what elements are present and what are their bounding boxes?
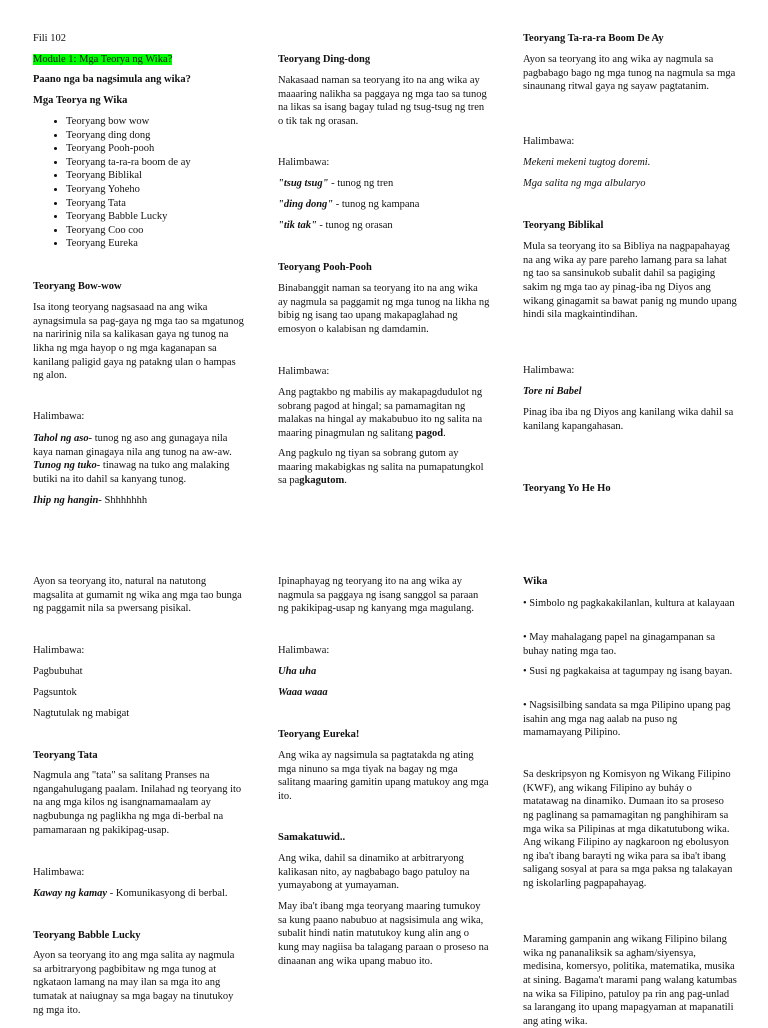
pooh-title: Teoryang Pooh-Pooh bbox=[278, 262, 372, 273]
coo-text: Ipinaphayag ng teoryang ito na ang wika ay nagmula sa paggaya ng isang sanggol sa paraan ng pakikipag-usap ng kanyang mga magulang. bbox=[278, 576, 479, 615]
theory-list-item: • Teoryang Eureka bbox=[66, 237, 278, 251]
example-item: Ihip ng hangin- Shhhhhhh bbox=[33, 494, 148, 506]
tarara-halimbawa: Halimbawa: bbox=[523, 136, 575, 147]
dingdong-example-2: "ding dong" - tunog ng kampana bbox=[278, 199, 420, 210]
tata-title: Teoryang Tata bbox=[33, 750, 98, 761]
bowwow-title: Teoryang Bow-wow bbox=[33, 281, 122, 292]
dingdong-example-3: "tik tak" - tunog ng orasan bbox=[278, 220, 393, 231]
coo-halimbawa: Halimbawa: bbox=[278, 645, 330, 656]
pooh-example-1: Ang pagtakbo ng mabilis ay makapagdudulot ng sobrang pagod at hingal; sa pamamagitan ng malakas na hingal ay makabubuo ito ng salita na maaring pinagmulan ng salitang pagod. bbox=[278, 387, 483, 439]
babble-title: Teoryang Babble Lucky bbox=[33, 930, 141, 941]
biblikal-example-term: Tore ni Babel bbox=[523, 386, 582, 397]
theories-list bbox=[33, 115, 278, 251]
dingdong-halimbawa: Halimbawa: bbox=[278, 157, 330, 168]
coo-example-2: Waaa waaa bbox=[278, 687, 328, 698]
yoheho-example-2: Pagsuntok bbox=[33, 687, 77, 698]
pooh-text: Binabanggit naman sa teoryang ito na ang wika ay nagmula sa paggamit ng mga tunog na likha ng bibig ng isang tao upang makapaglahad ng emosyon o kalabisan ng damdamin. bbox=[278, 283, 490, 335]
dingdong-title: Teoryang Ding-dong bbox=[278, 54, 371, 65]
summary-title: Samakatuwid.. bbox=[278, 832, 346, 843]
theory-list-item: • Teoryang bow wow bbox=[66, 115, 278, 129]
bowwow-examples bbox=[33, 432, 245, 507]
babble-text: Ayon sa teoryang ito ang mga salita ay nagmula sa arbitraryong pagbibitaw ng mga tunog at ngkataon lamang na may ilan sa mga ito ang tumatak at naiugnay sa mga bagay na tinutukoy ng mga ito. bbox=[33, 950, 235, 1016]
biblikal-halimbawa: Halimbawa: bbox=[523, 365, 575, 376]
theory-list-item: • Teoryang Tata bbox=[66, 197, 278, 211]
tarara-text: Ayon sa teoryang ito ang wika ay nagmula sa pagbabago bago ng mga tunog na nagmula sa mga sinaunang ritwal gaya ng sayaw pagtatanim. bbox=[523, 54, 736, 93]
biblikal-example-text: Pinag iba iba ng Diyos ang kanilang wika dahil sa kanilang kapangahasan. bbox=[523, 407, 734, 432]
wika-bullet-4: • Nagsisilbing sandata sa mga Pilipino upang pag isahin ang mga nag aalab na puso ng mamamayang Pilipino. bbox=[523, 700, 731, 739]
theory-list-item: • Teoryang Coo coo bbox=[66, 224, 278, 238]
eureka-text: Ang wika ay nagsimula sa pagtatakda ng ating mga ninuno sa mga tiyak na bagay ng mga salitang maaring gamitin upang matukoy ang mga ito. bbox=[278, 750, 489, 802]
example-item: Tahol ng aso- tunog ng aso ang gunagaya nila kaya naman ginagaya nila ang tunog na aw-aw. bbox=[33, 433, 232, 458]
pooh-example-2: Ang pagkulo ng tiyan sa sobrang gutom ay maaring makabigkas ng salita na pumapatungkol sa pagkagutom. bbox=[278, 448, 484, 487]
tarara-example-1: Mekeni mekeni tugtog doremi. bbox=[523, 157, 651, 168]
yoheho-example-3: Nagtutulak ng mabigat bbox=[33, 708, 130, 719]
yoheho-example-1: Pagbubuhat bbox=[33, 666, 83, 677]
biblikal-text: Mula sa teoryang ito sa Bibliya na nagpapahayag na ang wika ay pare pareho lamang para sa lahat ng tao sa sansinukob subalit dahil sa pagiging sakim ng mga tao ay pinag-iba ng Diyos ang wikang ginagamit sa bawat panig ng mundo upang hindi sila magkaintindihan. bbox=[523, 241, 737, 321]
dingdong-example-1: "tsug tsug" - tunog ng tren bbox=[278, 178, 394, 189]
yoheho-title: Teoryang Yo He Ho bbox=[523, 483, 611, 494]
eureka-title: Teoryang Eureka! bbox=[278, 729, 360, 740]
yoheho-halimbawa: Halimbawa: bbox=[33, 645, 85, 656]
bowwow-text: Isa itong teoryang nagsasaad na ang wika aynagsimula sa pag-gaya ng mga tao sa mgatunog na naririnig nila sa kalikasan gaya ng tunog na likha ng mga hayop o ng mga kaganapan sa kanilang paligid gaya ng patakng ulan o hampas ng alon. bbox=[33, 302, 244, 382]
module-title: Module 1: Mga Teorya ng Wika? bbox=[33, 54, 173, 65]
yoheho-text: Ayon sa teoryang ito, natural na natutong magsalita at gumamit ng wika ang mga tao bunga ng paggamit nila sa pwersang pisikal. bbox=[33, 576, 242, 615]
theory-list-item: • Teoryang Yoheho bbox=[66, 183, 278, 197]
wika-bullet-1: • Simbolo ng pagkakakilanlan, kultura at kalayaan bbox=[523, 598, 735, 609]
bowwow-halimbawa: Halimbawa: bbox=[33, 411, 85, 422]
tarara-title: Teoryang Ta-ra-ra Boom De Ay bbox=[523, 33, 664, 44]
dingdong-text: Nakasaad naman sa teoryang ito na ang wika ay maaaring nalikha sa paggaya ng mga tao sa tunog na likas sa isang bagay tulad ng tsug-tsug ng tren o tik tak ng orasan. bbox=[278, 75, 487, 127]
wika-bullet-3: • Susi ng pagkakaisa at tagumpay ng isang bayan. bbox=[523, 666, 733, 677]
pooh-halimbawa: Halimbawa: bbox=[278, 366, 330, 377]
theory-list-item: • Teoryang Babble Lucky bbox=[66, 210, 278, 224]
gampanin-paragraph: Maraming gampanin ang wikang Filipino bilang wika ng pananaliksik sa agham/siyensya, medisina, komersyo, politika, matematika, musika at sining. Bagama't marami pang walang katumbas na wika sa Filipino, patuloy pa rin ang pag-unlad sa larangang ito upang mapagyaman at mapanatili ang ating wika. bbox=[523, 934, 737, 1027]
wika-bullet-2: • May mahalagang papel na ginagampanan sa buhay nating mga tao. bbox=[523, 632, 716, 657]
example-item: Tunog ng tuko- tinawag na tuko ang malaking butiki na ito dahil sa kanyang tunog. bbox=[33, 460, 230, 485]
summary-text-1: Ang wika, dahil sa dinamiko at arbitraryong kalikasan nito, ay nagbabago bago patuloy na yumayabong at yumayaman. bbox=[278, 853, 470, 892]
tata-halimbawa: Halimbawa: bbox=[33, 867, 85, 878]
theory-list-item: • Teoryang Pooh-pooh bbox=[66, 142, 278, 156]
biblikal-title: Teoryang Biblikal bbox=[523, 220, 604, 231]
course-code: Fili 102 bbox=[33, 33, 66, 44]
tarara-example-2: Mga salita ng mga albularyo bbox=[523, 178, 646, 189]
tata-text: Nagmula ang "tata" sa salitang Pranses na ngangahulugang paalam. Inilahad ng teoryang ito na ang mga kilos ng isangnamamaalam ay nagbubunga ng paglikha ng mga di-berbal na pamamaraan ng pakikipag-usap. bbox=[33, 770, 242, 836]
coo-example-1: Uha uha bbox=[278, 666, 317, 677]
theories-list-heading: Mga Teorya ng Wika bbox=[33, 95, 128, 106]
intro-question: Paano nga ba nagsimula ang wika? bbox=[33, 74, 191, 85]
theory-list-item: • Teoryang ding dong bbox=[66, 129, 278, 143]
tata-example: Kaway ng kamay - Komunikasyong di berbal. bbox=[33, 888, 228, 899]
summary-text-2: May iba't ibang mga teoryang maaring tumukoy sa kung paano nabubuo at nagsisimula ang wika, subalit hindi natin matutukoy kung alin ang o kung may nagiisa ba talagang paraan o proseso na dinaanan ang wika upang mabuo ito. bbox=[278, 901, 489, 967]
wika-title: Wika bbox=[523, 576, 548, 587]
kwf-paragraph: Sa deskripsyon ng Komisyon ng Wikang Filipino (KWF), ang wikang Filipino ay buháy o matatawag na dinamiko. Dumaan ito sa proseso ng paglinang sa pamamagitan ng panghihiram sa mga wika sa Pilipinas at mga dikatutubong wika. Ang wikang Filipino ay nagkaroon ng ebolusyon ng iba't ibang barayti ng wika para sa iba't ibang saligang sosyal at para sa mga paksa ng talakayan ng iskolarling pagpapahayag. bbox=[523, 769, 733, 890]
theory-list-item: • Teoryang Biblikal bbox=[66, 169, 278, 183]
theory-list-item: • Teoryang ta-ra-ra boom de ay bbox=[66, 156, 278, 170]
